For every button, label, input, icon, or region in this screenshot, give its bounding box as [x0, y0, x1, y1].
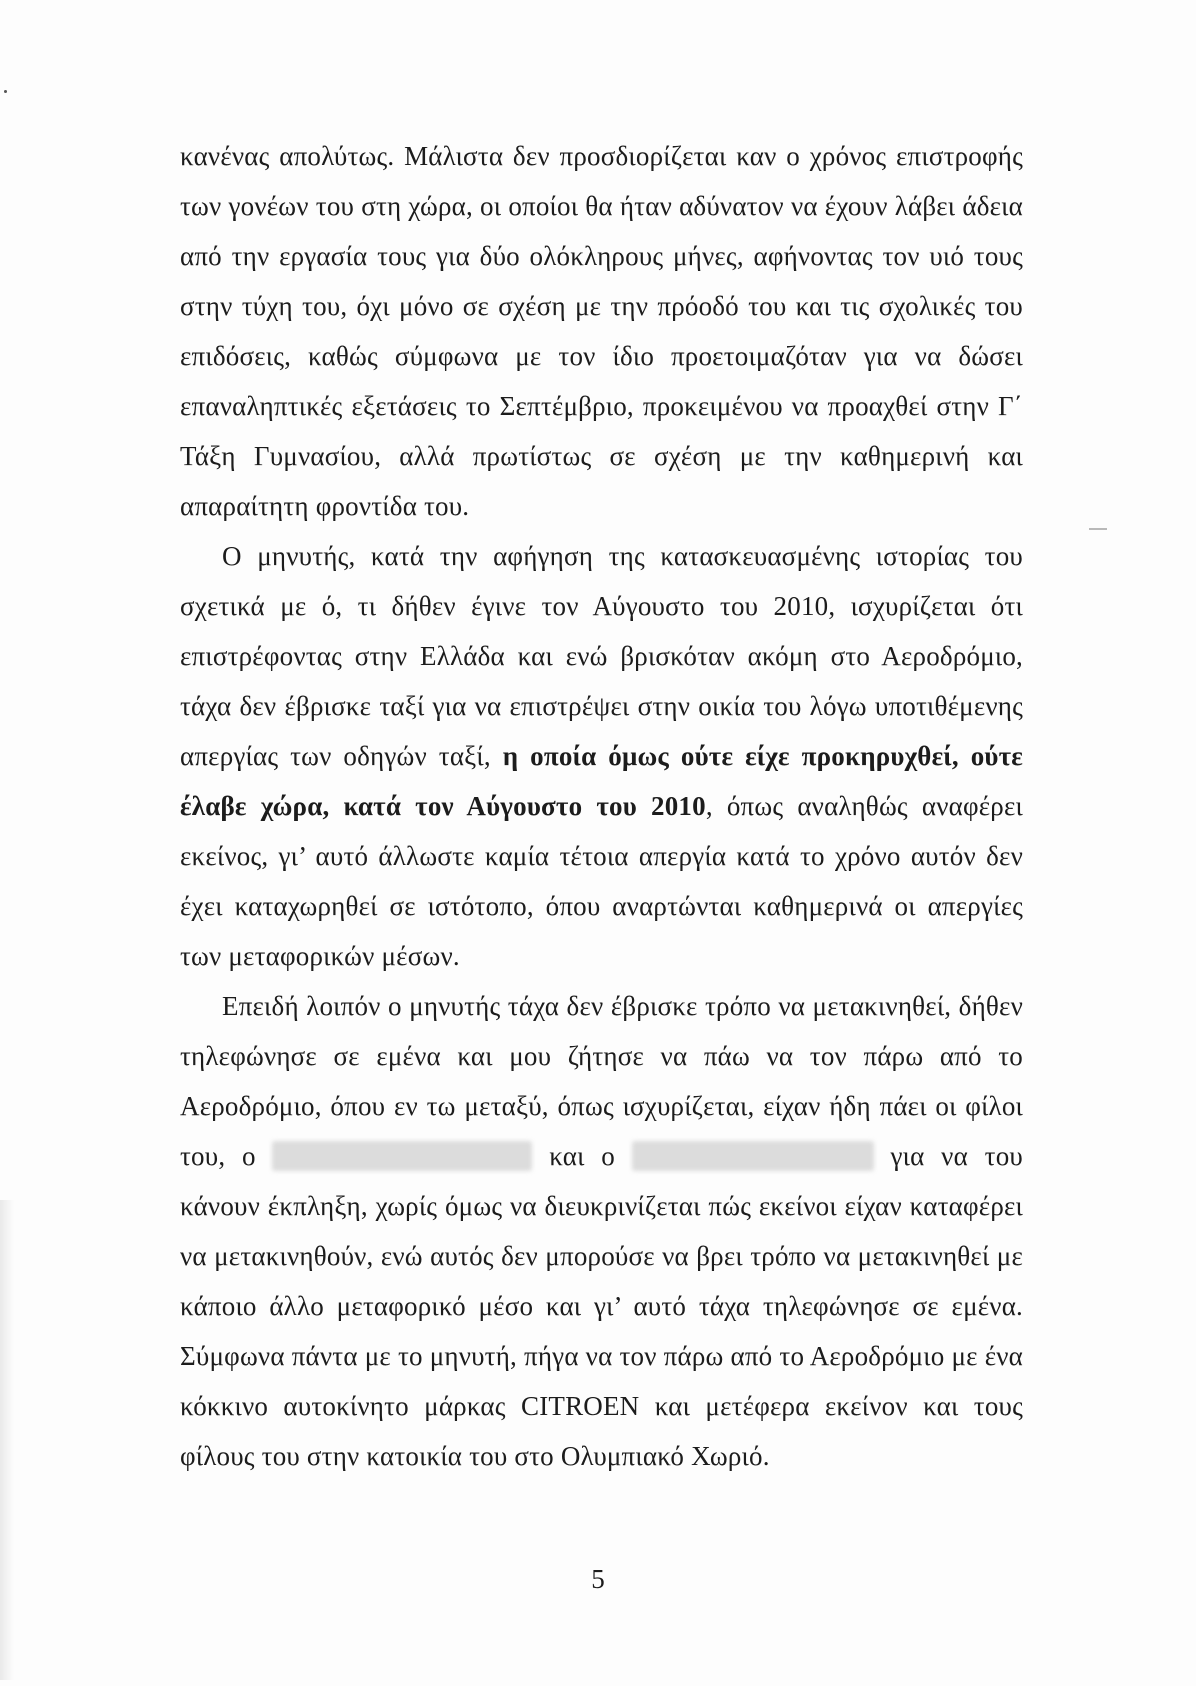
- paragraph-3: [180, 981, 1023, 1481]
- paragraph-2-bold-text: η οποία όμως ούτε είχε προκηρυχθεί, ούτε έλαβε χώρα, κατά τον Αύγουστο του 2010: [180, 741, 1024, 821]
- paragraph-1-text: κανένας απολύτως. Μάλιστα δεν προσδιορίζεται καν ο χρόνος επιστροφής των γονέων του στη χώρα, οι οποίοι θα ήταν αδύνατον να έχουν λάβει άδεια από την εργασία τους για δύο ολόκληρους μήνες, αφήνοντας τον υιό τους στην τύχη του, όχι μόνο σε σχέση με την πρόοδό του και τις σχολικές του επιδόσεις, καθώς σύμφωνα με τον ίδιο προετοιμαζόταν για να δώσει επαναληπτικές εξετάσεις το Σεπτέμβριο, προκειμένου να προαχθεί στην Γ΄ Τάξη Γυμνασίου, αλλά πρωτίστως σε σχέση με την καθημερινή και απαραίτητη φροντίδα του.: [180, 141, 1023, 521]
- paragraph-2-text-before: Ο μηνυτής, κατά την αφήγηση της κατασκευασμένης ιστορίας του σχετικά με ό, τι δήθεν έγινε τον Αύγουστο του 2010, ισχυρίζεται ότι επιστρέφοντας στην Ελλάδα και ενώ βρισκόταν ακόμη στο Αεροδρόμιο, τάχα δεν έβρισκε ταξί για να επιστρέψει στην οικία του λόγω υποτιθέμενης απεργίας των οδηγών ταξί,: [180, 541, 1023, 771]
- scan-speck: [4, 90, 7, 93]
- paragraph-3-text-before: Επειδή λοιπόν ο μηνυτής τάχα δεν έβρισκε τρόπο να μετακινηθεί, δήθεν τηλεφώνησε σε εμένα και μου ζήτησε να πάω να τον πάρω από το Αεροδρόμιο, όπου εν τω μεταξύ, όπως ισχυρίζεται, είχαν ήδη πάει οι φίλοι του, ο: [180, 991, 1023, 1171]
- paragraph-2-text-after: , όπως αναληθώς αναφέρει εκείνος, γι’ αυτό άλλωστε καμία τέτοια απεργία κατά το χρόνο αυτόν δεν έχει καταχωρηθεί σε ιστότοπο, όπου αναρτώνται καθημερινά οι απεργίες των μεταφορικών μέσων.: [180, 791, 1023, 971]
- body-text: [180, 131, 1023, 1481]
- redacted-name-2: [632, 1141, 874, 1171]
- paragraph-3-text-between: και ο: [532, 1141, 632, 1171]
- margin-mark: [1089, 528, 1107, 530]
- paragraph-1: [180, 131, 1023, 531]
- page-number: 5: [591, 1564, 605, 1594]
- redacted-name-1: [272, 1141, 532, 1171]
- paragraph-2: [180, 531, 1023, 981]
- scan-shadow-edge: [0, 1200, 14, 1680]
- paragraph-3-text-after: για να του κάνουν έκπληξη, χωρίς όμως να διευκρινίζεται πώς εκείνοι είχαν καταφέρει να μετακινηθούν, ενώ αυτός δεν μπορούσε να βρει τρόπο να μετακινηθεί με κάποιο άλλο μεταφορικό μέσο και γι’ αυτό τάχα τηλεφώνησε σε εμένα. Σύμφωνα πάντα με το μηνυτή, πήγα να τον πάρω από το Αεροδρόμιο με ένα κόκκινο αυτοκίνητο μάρκας CITROEN και μετέφερα εκείνον και τους φίλους του στην κατοικία του στο Ολυμπιακό Χωριό.: [180, 1141, 1023, 1471]
